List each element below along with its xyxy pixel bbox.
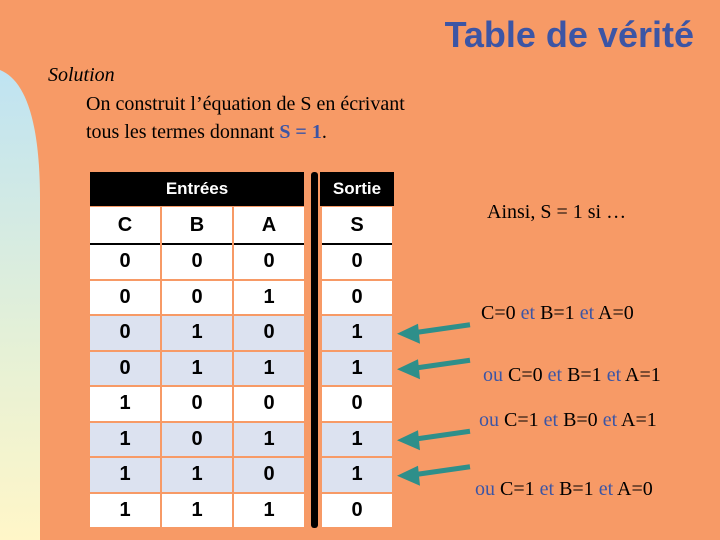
term-and: et — [598, 478, 614, 500]
table-cell: 1 — [322, 423, 392, 457]
table-cell: 1 — [322, 316, 392, 350]
solution-line-2-prefix: tous les termes donnant — [86, 121, 280, 143]
term-and: et — [543, 409, 559, 431]
table-cell: 0 — [90, 352, 160, 386]
table-cell: 0 — [162, 387, 232, 421]
table-separator — [311, 172, 318, 528]
solution-line-2-suffix: . — [321, 121, 327, 143]
term-line-1 — [481, 302, 634, 325]
term-prefix: ou — [475, 478, 495, 500]
term-line-4 — [475, 478, 653, 501]
table-cell: 0 — [162, 423, 232, 457]
term-c: C=0 — [508, 364, 543, 386]
term-b: B=1 — [540, 302, 575, 324]
table-cell: 1 — [90, 458, 160, 492]
term-b: B=1 — [559, 478, 594, 500]
term-prefix: ou — [479, 409, 499, 431]
term-prefix: ou — [483, 364, 503, 386]
table-cell: 1 — [162, 494, 232, 528]
table-cell: 0 — [234, 458, 304, 492]
table-cell: 0 — [90, 245, 160, 279]
table-cell: 1 — [162, 316, 232, 350]
term-a: A=0 — [598, 302, 634, 324]
table-cell: 1 — [322, 458, 392, 492]
table-cell: 1 — [162, 458, 232, 492]
table-cell: 0 — [322, 387, 392, 421]
table-cell: 1 — [162, 352, 232, 386]
table-cell: 0 — [162, 245, 232, 279]
table-cell: 1 — [234, 494, 304, 528]
table-cell: 1 — [90, 387, 160, 421]
term-b: B=0 — [563, 409, 598, 431]
term-c: C=1 — [500, 478, 535, 500]
intro-text: Ainsi, S = 1 si … — [487, 201, 627, 223]
table-cell: 1 — [90, 423, 160, 457]
term-line-3 — [479, 409, 657, 432]
term-line-2 — [483, 364, 661, 387]
solution-line-1: On construit l’équation de S en écrivant — [86, 93, 405, 115]
table-cell: 1 — [234, 281, 304, 315]
table-cell: 0 — [234, 245, 304, 279]
term-and: et — [602, 409, 618, 431]
solution-equation: S = 1 — [279, 121, 322, 143]
table-cell: 1 — [234, 423, 304, 457]
table-cell: 1 — [90, 494, 160, 528]
term-a: A=1 — [621, 409, 657, 431]
column-header-c: C — [90, 207, 160, 246]
solution-label: Solution — [48, 64, 115, 86]
table-cell: 0 — [234, 387, 304, 421]
table-cell: 1 — [234, 352, 304, 386]
table-cell: 0 — [322, 494, 392, 528]
output-group-header: Sortie — [320, 172, 394, 206]
term-and: et — [520, 302, 536, 324]
column-header-a: A — [234, 207, 304, 246]
term-and: et — [547, 364, 563, 386]
page-title: Table de vérité — [444, 14, 694, 55]
table-cell: 0 — [234, 316, 304, 350]
table-cell: 0 — [162, 281, 232, 315]
term-a: A=0 — [617, 478, 653, 500]
table-cell: 0 — [90, 281, 160, 315]
table-cell: 1 — [322, 352, 392, 386]
term-a: A=1 — [625, 364, 661, 386]
term-c: C=0 — [481, 302, 516, 324]
table-cell: 0 — [90, 316, 160, 350]
term-and: et — [539, 478, 555, 500]
column-header-s: S — [322, 207, 392, 246]
table-cell: 0 — [322, 245, 392, 279]
term-and: et — [606, 364, 622, 386]
term-b: B=1 — [567, 364, 602, 386]
column-header-b: B — [162, 207, 232, 246]
table-cell: 0 — [322, 281, 392, 315]
term-and: et — [579, 302, 595, 324]
term-c: C=1 — [504, 409, 539, 431]
inputs-group-header: Entrées — [90, 172, 304, 206]
